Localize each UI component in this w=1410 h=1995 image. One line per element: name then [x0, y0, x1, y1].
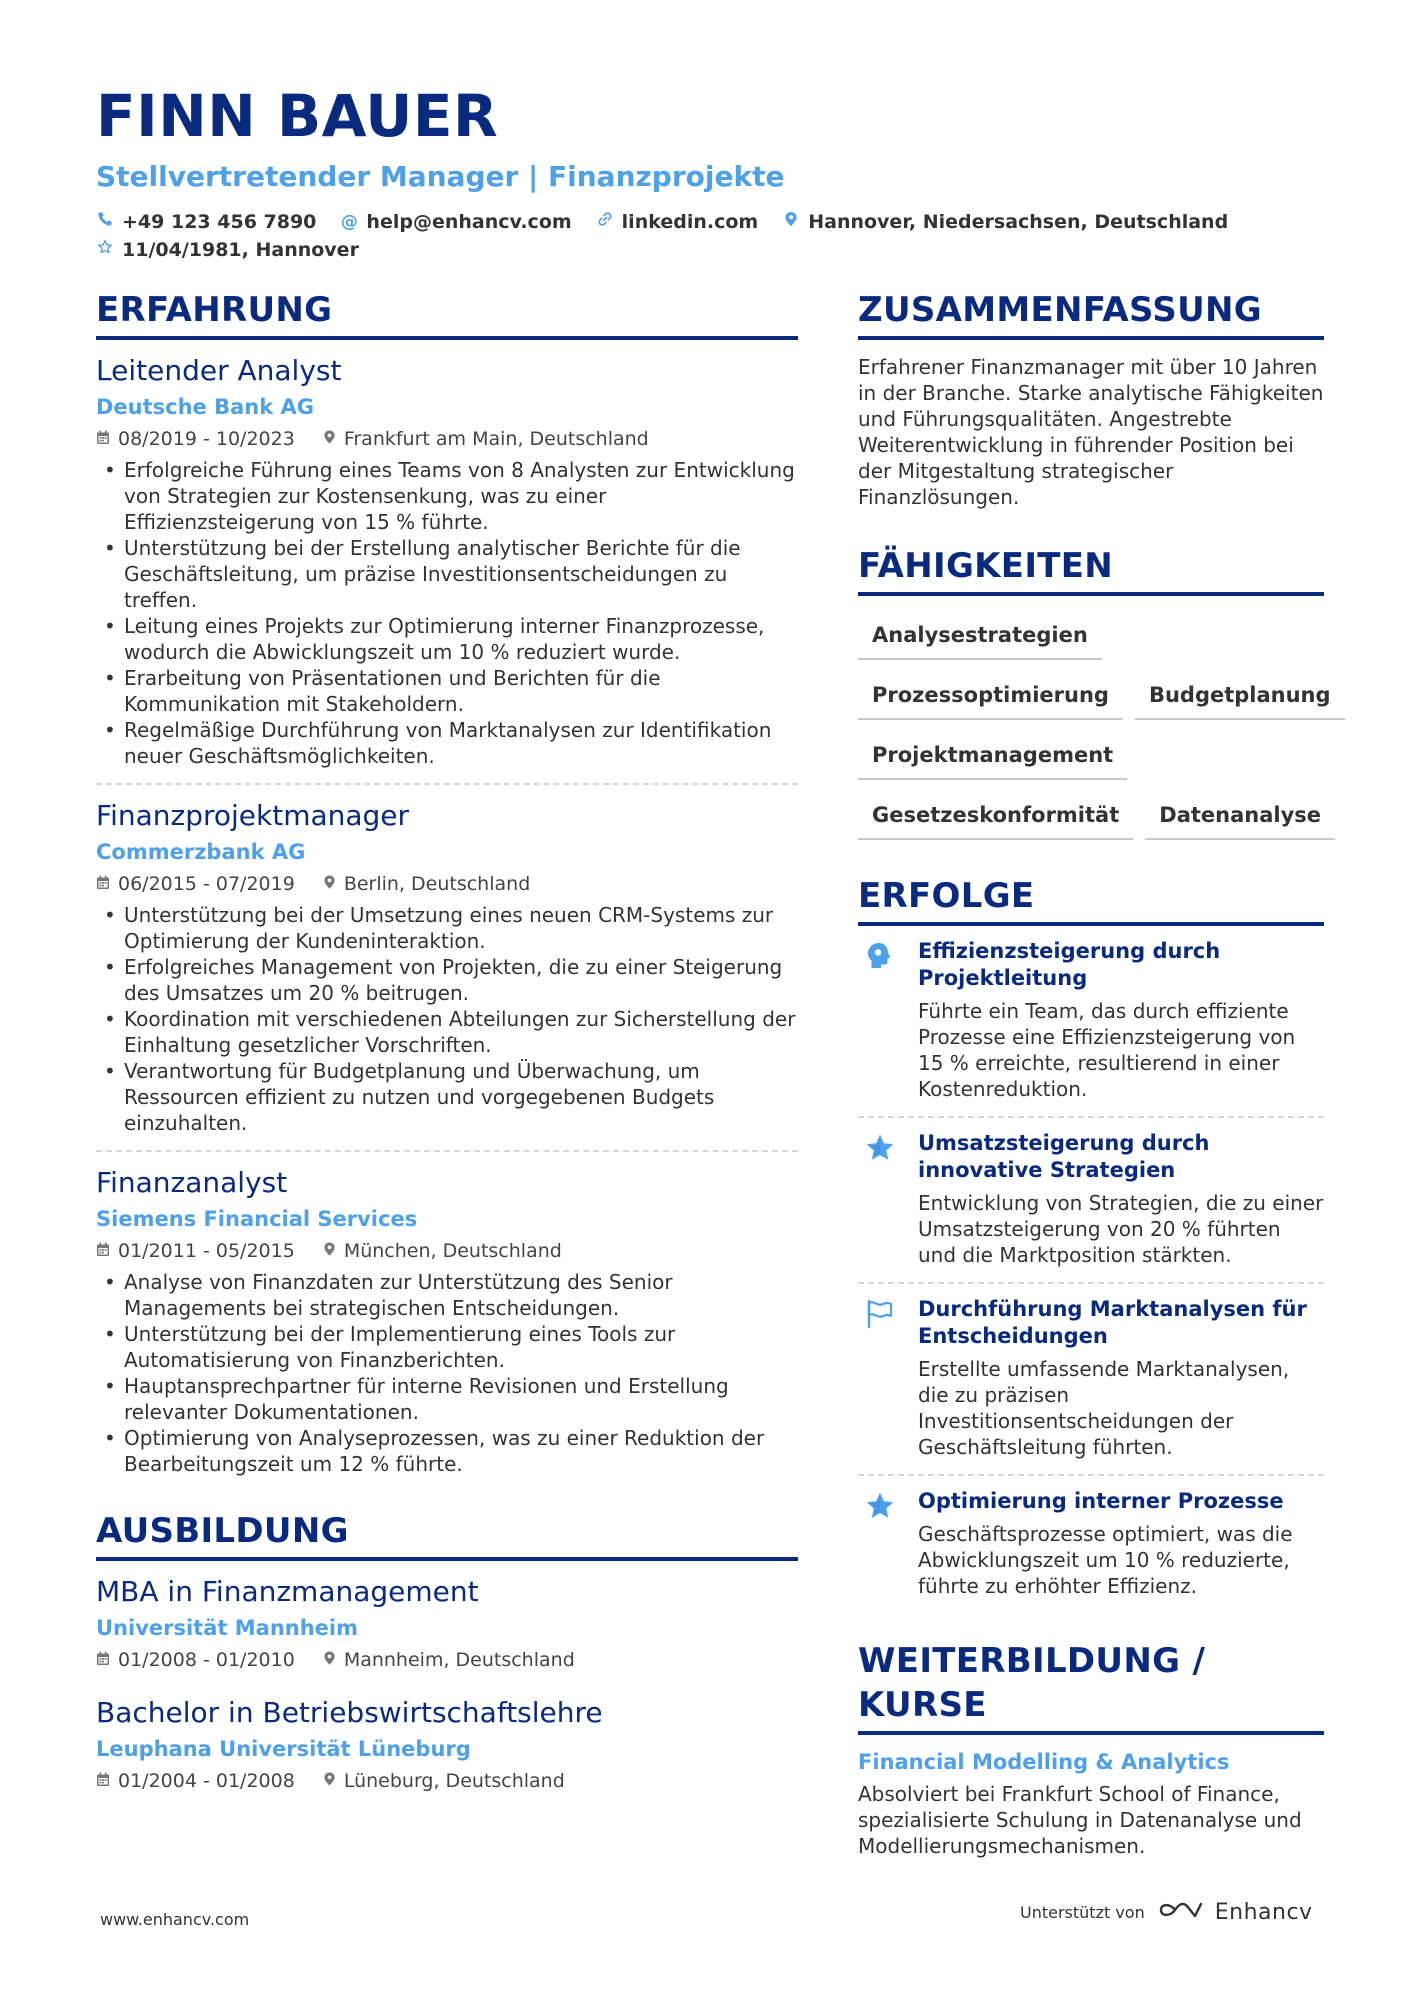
location — [323, 1766, 565, 1797]
footer-website[interactable]: www.enhancv.com — [100, 1910, 250, 1929]
bullet-list — [96, 902, 798, 1136]
date-range — [96, 1766, 295, 1797]
achievement-body — [918, 1130, 1324, 1268]
email-text[interactable]: help@enhancv.com — [366, 211, 572, 233]
calendar-icon — [96, 1772, 110, 1791]
calendar-icon — [96, 430, 110, 449]
bullet-item: • Leitung eines Projekts zur Optimierung interner Finanzprozesse, wodurch die Abwicklungszeit um 10 % reduziert wurde. — [96, 613, 798, 665]
location-pin-icon — [323, 430, 336, 449]
job-role: Finanzprojektmanager — [96, 799, 410, 832]
calendar-icon — [96, 1651, 110, 1670]
summary-text: Erfahrener Finanzmanager mit über 10 Jahren in der Branche. Starke analytische Fähigkeiten und Führungsqualitäten. Angestrebte Weiterentwicklung in führender Position bei der Mitgestaltung strategischer Finanzlösungen. — [858, 355, 1324, 509]
location-pin-icon — [323, 1651, 336, 1670]
location-pin-icon — [323, 1772, 336, 1791]
powered-by-text: Unterstützt von — [1020, 1902, 1145, 1922]
location-text: Hannover, Niedersachsen, Deutschland — [808, 211, 1229, 233]
email-contact[interactable] — [340, 208, 571, 236]
location-pin-icon — [782, 208, 800, 236]
job-role: Finanzanalyst — [96, 1166, 288, 1199]
birth-text: 11/04/1981, Hannover — [122, 239, 359, 261]
location-text: Berlin, Deutschland — [343, 873, 531, 895]
achievement-body — [918, 1296, 1324, 1460]
job-role: Leitender Analyst — [96, 354, 342, 387]
job-entry — [96, 340, 798, 785]
left-column — [96, 288, 798, 1803]
star-outline-icon — [96, 236, 114, 264]
achievement-item — [858, 1476, 1324, 1613]
skill-tag: Gesetzeskonformität — [858, 792, 1133, 840]
job-entry — [96, 785, 798, 1152]
location-pin-icon — [323, 875, 336, 894]
achievements-section-title: ERFOLGE — [858, 874, 1324, 926]
brand-name: Enhancv — [1214, 1899, 1313, 1925]
meta-row — [96, 424, 798, 455]
bullet-item: • Unterstützung bei der Erstellung analytischer Berichte für die Geschäftsleitung, um präzise Investitionsentscheidungen zu treffen. — [96, 535, 798, 613]
date-text: 01/2008 - 01/2010 — [118, 1649, 295, 1671]
bullet-item: • Unterstützung bei der Implementierung eines Tools zur Automatisierung von Finanzberichten. — [96, 1321, 798, 1373]
meta-row — [96, 1645, 798, 1676]
achievement-description: Geschäftsprozesse optimiert, was die Abwicklungszeit um 10 % reduzierte, führte zu erhöhter Effizienz. — [918, 1522, 1293, 1598]
location — [323, 424, 649, 455]
skill-tag: Projektmanagement — [858, 732, 1127, 780]
contact-info — [96, 208, 1326, 264]
degree-title: Bachelor in Betriebswirtschaftslehre — [96, 1696, 603, 1729]
date-range — [96, 1236, 295, 1267]
flag-icon — [858, 1296, 902, 1460]
linkedin-contact[interactable] — [596, 208, 759, 236]
bullet-item: • Erfolgreiches Management von Projekten, die zu einer Steigerung des Umsatzes um 20 % beitrugen. — [96, 954, 798, 1006]
course-description: Absolviert bei Frankfurt School of Finance, spezialisierte Schulung in Datenanalyse und Modellierungsmechanismen. — [858, 1782, 1302, 1858]
degree-title: MBA in Finanzmanagement — [96, 1575, 479, 1608]
phone-text: +49 123 456 7890 — [122, 211, 317, 233]
skill-tag: Datenanalyse — [1145, 792, 1335, 840]
summary-section-title: ZUSAMMENFASSUNG — [858, 288, 1324, 340]
meta-row — [96, 1766, 798, 1797]
education-entry — [96, 1682, 798, 1803]
footer-branding — [1020, 1898, 1313, 1926]
experience-section-title: ERFAHRUNG — [96, 288, 798, 340]
bullet-list — [96, 1269, 798, 1477]
location-text: Mannheim, Deutschland — [343, 1649, 575, 1671]
location-text: Lüneburg, Deutschland — [343, 1770, 565, 1792]
job-entry — [96, 1152, 798, 1491]
date-text: 01/2011 - 05/2015 — [118, 1240, 295, 1262]
achievement-item — [858, 1284, 1324, 1476]
bullet-item: • Optimierung von Analyseprozessen, was zu einer Reduktion der Bearbeitungszeit um 12 % führte. — [96, 1425, 798, 1477]
school-name: Leuphana Universität Lüneburg — [96, 1737, 471, 1761]
location-pin-icon — [323, 1242, 336, 1261]
bullet-item: • Koordination mit verschiedenen Abteilungen zur Sicherstellung der Einhaltung gesetzlicher Vorschriften. — [96, 1006, 798, 1058]
courses-section-title: WEITERBILDUNG / KURSE — [858, 1639, 1324, 1735]
date-text: 01/2004 - 01/2008 — [118, 1770, 295, 1792]
star-icon — [858, 1130, 902, 1268]
date-text: 06/2015 - 07/2019 — [118, 873, 295, 895]
bullet-list — [96, 457, 798, 769]
achievement-title: Umsatzsteigerung durch innovative Strategien — [918, 1131, 1210, 1182]
date-range — [96, 424, 295, 455]
company-name: Siemens Financial Services — [96, 1207, 418, 1231]
education-section-title: AUSBILDUNG — [96, 1509, 798, 1561]
achievement-body — [918, 1488, 1324, 1599]
location — [323, 1645, 575, 1676]
skill-tag: Budgetplanung — [1135, 672, 1345, 720]
course-name: Financial Modelling & Analytics — [858, 1750, 1230, 1774]
phone-contact — [96, 208, 316, 236]
location — [323, 1236, 562, 1267]
bullet-item: • Erarbeitung von Präsentationen und Berichten für die Kommunikation mit Stakeholdern. — [96, 665, 798, 717]
birth-contact — [96, 236, 359, 264]
right-column — [858, 288, 1331, 1859]
head-icon — [858, 938, 902, 1102]
skills-list — [858, 612, 1331, 840]
resume-header — [96, 80, 1326, 264]
company-name: Deutsche Bank AG — [96, 395, 315, 419]
location-contact — [782, 208, 1228, 236]
achievement-title: Durchführung Marktanalysen für Entscheidungen — [918, 1297, 1307, 1348]
location — [323, 869, 530, 900]
meta-row — [96, 1236, 798, 1267]
bullet-item: • Regelmäßige Durchführung von Marktanalysen zur Identifikation neuer Geschäftsmöglichkeiten. — [96, 717, 798, 769]
skills-section-title: FÄHIGKEITEN — [858, 544, 1324, 596]
achievement-description: Führte ein Team, das durch effiziente Prozesse eine Effizienzsteigerung von 15 % erreichte, resultierend in einer Kostenreduktion. — [918, 999, 1296, 1101]
date-range — [96, 1645, 295, 1676]
calendar-icon — [96, 1242, 110, 1261]
at-icon: @ — [340, 212, 358, 232]
phone-icon — [96, 208, 114, 236]
achievement-description: Erstellte umfassende Marktanalysen, die zu präzisen Investitionsentscheidungen der Geschäftsleitung führten. — [918, 1357, 1290, 1459]
bullet-item: • Unterstützung bei der Umsetzung eines neuen CRM-Systems zur Optimierung der Kundeninteraktion. — [96, 902, 798, 954]
candidate-title: Stellvertretender Manager | Finanzprojekte — [96, 160, 785, 193]
company-name: Commerzbank AG — [96, 840, 306, 864]
location-text: München, Deutschland — [343, 1240, 562, 1262]
skill-tag: Prozessoptimierung — [858, 672, 1123, 720]
school-name: Universität Mannheim — [96, 1616, 358, 1640]
candidate-name: FINN BAUER — [96, 82, 499, 150]
date-text: 08/2019 - 10/2023 — [118, 428, 295, 450]
achievement-body — [918, 938, 1324, 1102]
bullet-item: • Verantwortung für Budgetplanung und Überwachung, um Ressourcen effizient zu nutzen und vorgegebenen Budgets einzuhalten. — [96, 1058, 798, 1136]
achievement-description: Entwicklung von Strategien, die zu einer Umsatzsteigerung von 20 % führten und die Marktposition stärkten. — [918, 1191, 1324, 1267]
achievement-title: Effizienzsteigerung durch Projektleitung — [918, 939, 1221, 990]
star-icon — [858, 1488, 902, 1599]
achievement-item — [858, 926, 1324, 1118]
bullet-item: • Erfolgreiche Führung eines Teams von 8 Analysten zur Entwicklung von Strategien zur Kostensenkung, was zu einer Effizienzsteigerung von 15 % führte. — [96, 457, 798, 535]
achievement-title: Optimierung interner Prozesse — [918, 1489, 1284, 1513]
linkedin-text[interactable]: linkedin.com — [621, 211, 759, 233]
link-icon — [596, 208, 614, 236]
education-entry — [96, 1561, 798, 1682]
meta-row — [96, 869, 798, 900]
bullet-item: • Analyse von Finanzdaten zur Unterstützung des Senior Managements bei strategischen Entscheidungen. — [96, 1269, 798, 1321]
location-text: Frankfurt am Main, Deutschland — [343, 428, 649, 450]
enhancv-logo-icon — [1157, 1898, 1203, 1926]
calendar-icon — [96, 875, 110, 894]
bullet-item: • Hauptansprechpartner für interne Revisionen und Erstellung relevanter Dokumentationen. — [96, 1373, 798, 1425]
achievement-item — [858, 1118, 1324, 1284]
date-range — [96, 869, 295, 900]
skill-tag: Analysestrategien — [858, 612, 1102, 660]
